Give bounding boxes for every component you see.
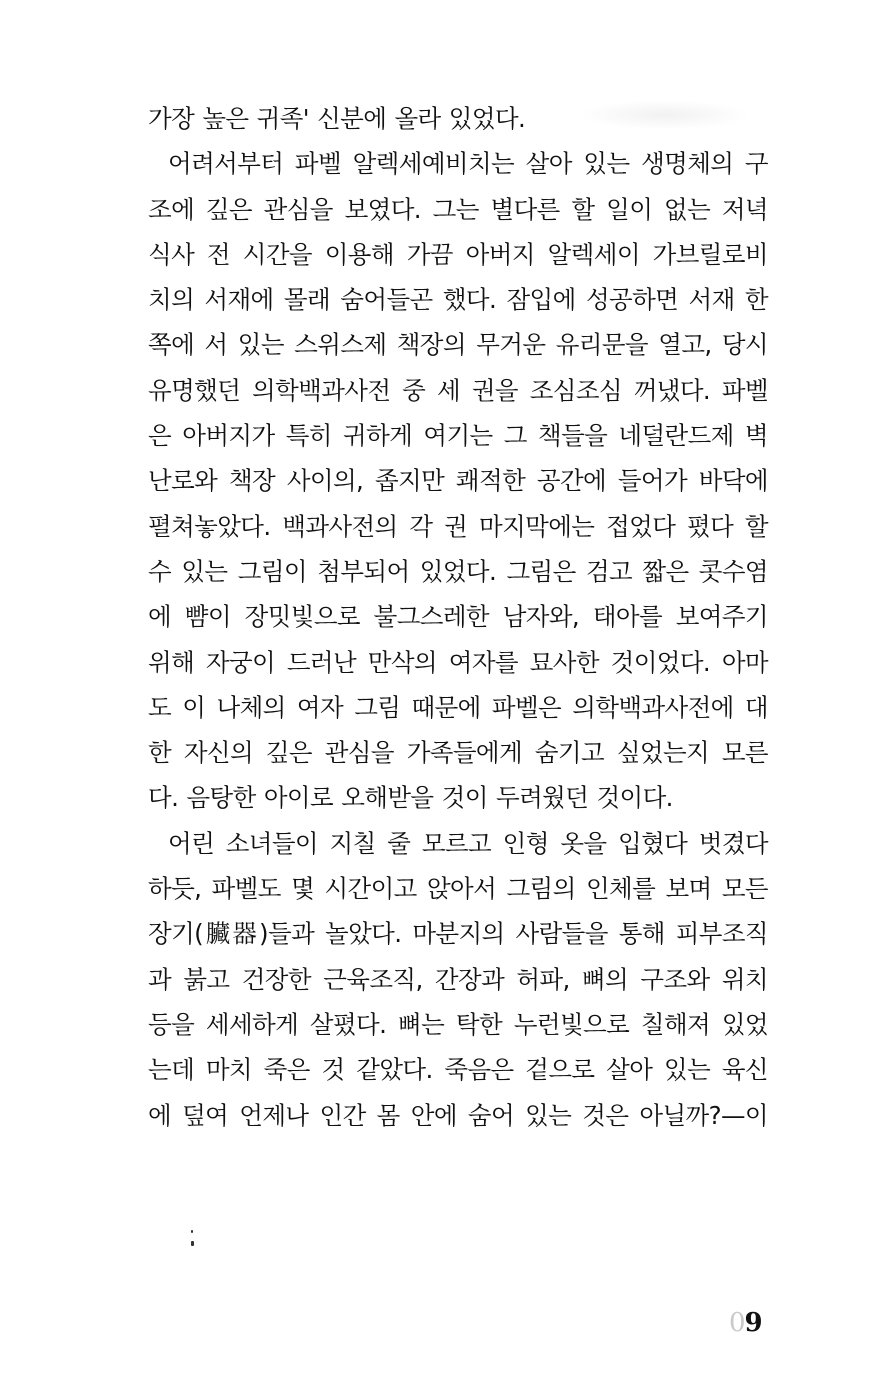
text-line: 조에 깊은 관심을 보였다. 그는 별다른 할 일이 없는 저녁 — [148, 194, 768, 224]
text-line: 과 붉고 건장한 근육조직, 간장과 허파, 뼈의 구조와 위치 — [148, 964, 768, 994]
text-line: 난로와 책장 사이의, 좁지만 쾌적한 공간에 들어가 바닥에 — [148, 466, 768, 496]
text-line: 치의 서재에 몰래 숨어들곤 했다. 잠입에 성공하면 서재 한 — [148, 285, 768, 315]
text-line: 는데 마치 죽은 것 같았다. 죽음은 겉으로 살아 있는 육신 — [148, 1055, 768, 1085]
page-number-digit: 9 — [744, 1308, 762, 1338]
text-line: 위해 자궁이 드러난 만삭의 여자를 묘사한 것이었다. 아마 — [148, 647, 768, 677]
text-line: 하듯, 파벨도 몇 시간이고 앉아서 그림의 인체를 보며 모든 — [148, 874, 768, 904]
text-line: 한 자신의 깊은 관심을 가족들에게 숨기고 싶었는지 모른 — [148, 738, 768, 768]
text-line: 쪽에 서 있는 스위스제 책장의 무거운 유리문을 열고, 당시 — [148, 330, 768, 360]
text-line: 장기(臟器)들과 놀았다. 마분지의 사람들을 통해 피부조직 — [148, 919, 768, 949]
text-line: 에 덮여 언제나 인간 몸 안에 숨어 있는 것은 아닐까?—이 — [148, 1100, 768, 1130]
text-line: 수 있는 그림이 첨부되어 있었다. 그림은 검고 짧은 콧수염 — [148, 556, 768, 586]
text-line: 등을 세세하게 살폈다. 뼈는 탁한 누런빛으로 칠해져 있었 — [148, 1009, 768, 1039]
page-number-faded-digit: 0 — [729, 1308, 745, 1338]
scan-speck — [191, 1241, 194, 1246]
text-line: 유명했던 의학백과사전 중 세 권을 조심조심 꺼냈다. 파벨 — [148, 375, 768, 405]
text-line: 어린 소녀들이 지칠 줄 모르고 인형 옷을 입혔다 벗겼다 — [168, 828, 768, 858]
text-line: 은 아버지가 특히 귀하게 여기는 그 책들을 네덜란드제 벽 — [148, 421, 768, 451]
text-line: 가장 높은 귀족' 신분에 올라 있었다. — [148, 104, 526, 133]
text-line: 도 이 나체의 여자 그림 때문에 파벨은 의학백과사전에 대 — [148, 692, 768, 722]
text-line: 식사 전 시간을 이용해 가끔 아버지 알렉세이 가브릴로비 — [148, 239, 768, 269]
scan-speck — [191, 1230, 193, 1233]
page-number — [729, 1308, 762, 1338]
text-line: 에 뺨이 장밋빛으로 불그스레한 남자와, 태아를 보여주기 — [148, 602, 768, 632]
text-line: 다. 음탕한 아이로 오해받을 것이 두려웠던 것이다. — [148, 783, 673, 813]
text-line: 펼쳐놓았다. 백과사전의 각 권 마지막에는 접었다 폈다 할 — [148, 511, 768, 541]
body-text — [148, 96, 768, 1138]
text-line: 어려서부터 파벨 알렉세예비치는 살아 있는 생명체의 구 — [168, 149, 768, 179]
